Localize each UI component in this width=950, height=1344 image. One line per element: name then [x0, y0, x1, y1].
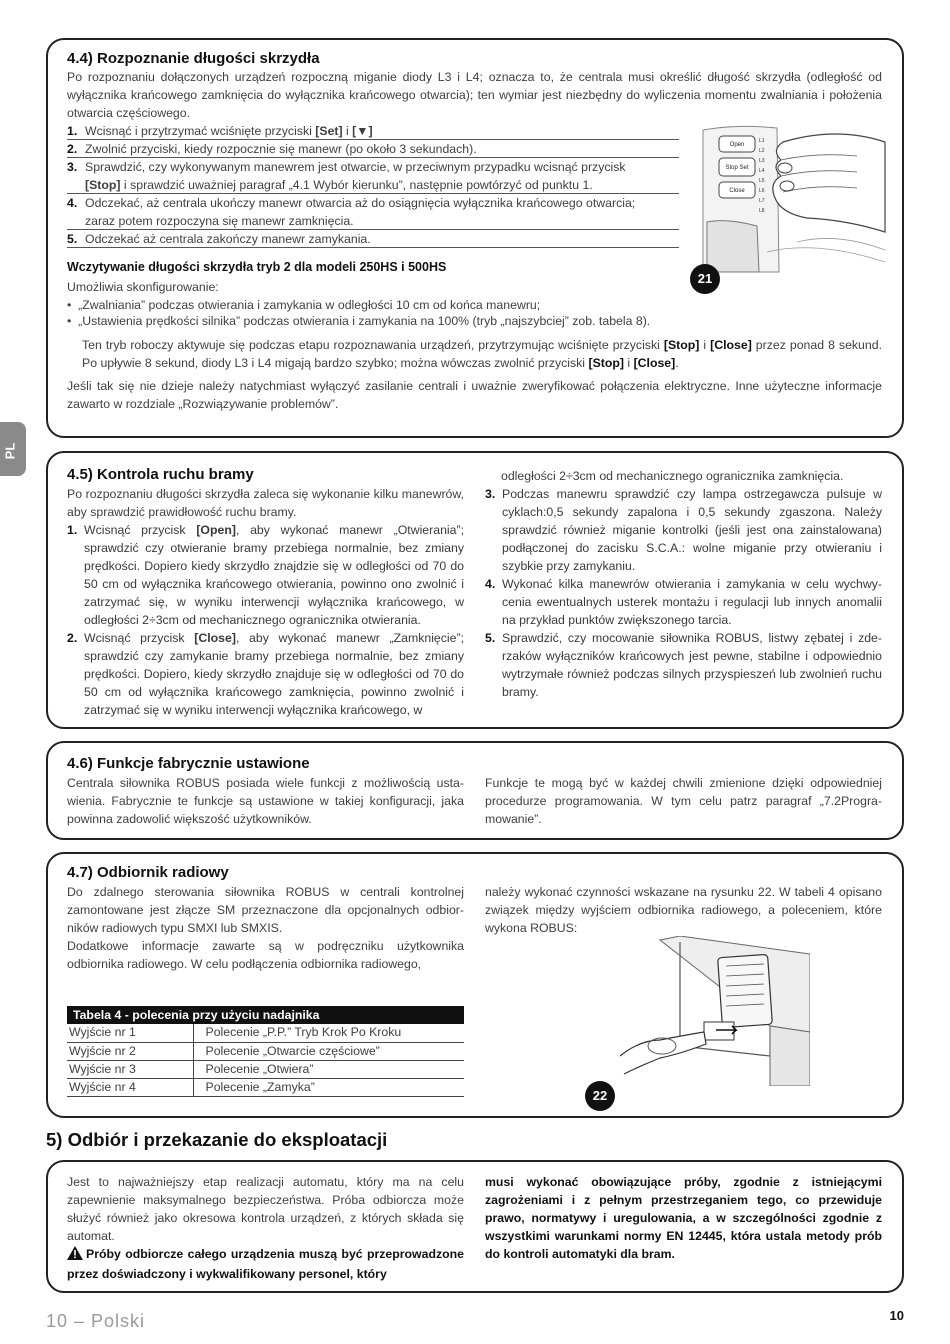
svg-text:L4: L4: [759, 168, 765, 174]
step-3: 3. Sprawdzić, czy wykonywanym manewrem jest otwarcie, w przeciwnym przypadku wcisnąć przycisk [Stop] i sprawdzić uważniej paragraf „4.1 Wybór kierunku”, następnie powtórzyć od punktu 1.: [67, 158, 679, 194]
bullet-2: • „Ustawienia prędkości silnika” podczas otwierania i zamykania na 100% (tryb „najszybciej” zob. tabela 8).: [67, 314, 651, 328]
section-4-4-title: 4.4) Rozpoznanie długości skrzydła: [67, 50, 320, 67]
page-number: 10: [889, 1308, 904, 1323]
section-4-5-right-list: [485, 485, 882, 701]
step-2: 2. Zwolnić przyciski, kiedy rozpocznie się manewr (po około 3 sekundach).: [67, 140, 679, 158]
list-item-1: 1. Wcisnąć przycisk [Open], aby wykonać manewr „Otwierania”; sprawdzić czy otwieranie bramy przebiega normalnie, bez zmiany prędkości. Dopiero kiedy skrzydło znajdzie się w odległości od 70 do 50 cm od wyłącznika krańcowego otwierania, powinno ono zwolnić i zatrzymać się, w wyniku interwencji wyłącznika krańcowego, w odległości 2÷3cm od mechanicznego ogranicznika otwierania.: [67, 523, 465, 627]
open-button-label: Open: [729, 142, 745, 148]
section-4-7-title: 4.7) Odbiornik radiowy: [67, 864, 229, 881]
section-5-title: 5) Odbiór i przekazanie do eksploatacji: [46, 1129, 388, 1150]
enables-label: Umożliwia skonfigurowanie:: [67, 280, 219, 294]
section-4-4-intro: Po rozpoznaniu dołączonych urządzeń rozpoczną miganie diody L3 i L4; oznacza to, że centrala musi określić długość skrzydła (odległość od wyłącznika krańcowego zamknięcia do wyłącznika krańcowego otwarcia); ten wymiar jest niezbędny do wyliczenia momentu zwalniania i położenia otwarcia częściowego.: [67, 70, 882, 120]
language-tab: PL: [0, 422, 26, 476]
section-5-right: musi wykonać obowiązujące próby, zgodnie z istniejącymi zagrożeniami i z pełnym przestrzeganiem tego, co przewiduje prawo, normatywy i uregulowania, a w szczególności zgodnie z wszystkimi warunkami normy EN 12445, która ustala metody prób do kontroli automatyki dla bram.: [485, 1175, 882, 1261]
step-4: 4. Odczekać, aż centrala ukończy manewr otwarcia aż do osiągnięcia wyłącznika krańcowego otwarcia; zaraz potem rozpoczyna się manewr zamknięcia.: [67, 194, 679, 230]
svg-text:L8: L8: [759, 208, 765, 214]
list-item-2: 2. Wcisnąć przycisk [Close], aby wykonać manewr „Zamknięcie”; sprawdzić czy zamykanie bramy przebiega normalnie, bez zmiany prędkości. Dopiero, kiedy skrzydło znajduje się w odległości od 70 do 50 cm od wyłącznika krańcowego zamknięcia, powinno zwolnić i zatrzymać się w wyniku interwencji wyłącznika krańcowego, w: [67, 631, 464, 717]
svg-text:L1: L1: [759, 138, 765, 144]
svg-text:L3: L3: [759, 158, 765, 164]
step-1: 1. Wcisnąć i przytrzymać wciśnięte przyciski [Set] i [▼]: [67, 122, 679, 140]
svg-text:L6: L6: [759, 188, 765, 194]
table-row: Wyjście nr 4 Polecenie „Zamyka”: [67, 1078, 464, 1096]
figure-22-radio-receiver-illustration: [620, 936, 810, 1086]
svg-text:L2: L2: [759, 148, 765, 154]
section-4-6-title: 4.6) Funkcje fabrycznie ustawione: [67, 755, 310, 772]
section-4-7-left-1: Do zdalnego sterowania siłownika ROBUS w centrali kontrolnej zamontowane jest złącze SM przeznaczone dla opcjonalnych odbiorników radiowych typu SMXI lub SMXIS.: [67, 885, 464, 935]
section-4-5-left-list: [67, 521, 464, 719]
step-5: 5. Odczekać aż centrala zakończy manewr zamykania.: [67, 230, 679, 248]
table-row: Wyjście nr 1 Polecenie „P.P.” Tryb Krok Po Kroku: [67, 1024, 464, 1042]
table-row: Wyjście nr 3 Polecenie „Otwiera”: [67, 1060, 464, 1078]
svg-text:L7: L7: [759, 198, 765, 204]
section-4-5-title: 4.5) Kontrola ruchu bramy: [67, 466, 254, 483]
section-5-left: Jest to najważniejszy etap realizacji automatu, który ma na celu zapewnienie maksymalnego bezpieczeństwa. Próba odbiorcza może służyć również jako okresowa kontrola urządzeń, z których składa się automat.: [67, 1175, 464, 1243]
table-row: Wyjście nr 2 Polecenie „Otwarcie częściowe”: [67, 1042, 464, 1060]
table-4-header: Tabela 4 - polecenia przy użyciu nadajnika: [67, 1006, 464, 1024]
section-4-5-continuation: odległości 2÷3cm od mechanicznego ogranicznika zamknięcia.: [501, 469, 844, 483]
section-5-warning: Próby odbiorcze całego urządzenia muszą być przeprowadzone przez doświadczony i wykwalifikowany personel, który: [67, 1247, 464, 1281]
warning-paragraph: Jeśli tak się nie dzieje należy natychmiast wyłączyć zasilanie centrali i uważnie zweryfikować połączenia elektryczne. Inne użyteczne informacje zawarto w rozdziale „Rozwiązywanie problemów”.: [67, 379, 882, 411]
warning-triangle-icon: [67, 1246, 83, 1265]
bullet-1: • „Zwalniania” podczas otwierania i zamykania w odległości 10 cm od końca manewru;: [67, 298, 541, 312]
section-4-5-intro: Po rozpoznaniu długości skrzydła zaleca się wykonanie kilku manewrów, aby sprawdzić prawidłowość ruchu bramy.: [67, 487, 464, 519]
footer-language-label: 10 – Polski: [46, 1311, 146, 1331]
section-4-7-left-2: Dodatkowe informacje zawarte są w podręczniku użytkownika odbiornika radiowego. W celu podłączenia odbiornika radiowego,: [67, 939, 464, 971]
close-button-label: Close: [729, 188, 745, 194]
list-item-3: 3. Podczas manewru sprawdzić czy lampa ostrzegawcza pulsuje w cyklach:0,5 sekundy zapalona i 0,5 sekundy zgaszona. Należy sprawdzić również miganie kontrolki (jeśli jest ona zainstalowana) podłączonej do zacisku S.C.A.: wolne miganie przy otwieraniu i szybkie przy zamykaniu.: [485, 487, 882, 573]
figure-22-badge: 22: [585, 1081, 615, 1111]
list-item-4: 4. Wykonać kilka manewrów otwierania i zamykania w celu wychwycenia ewentualnych usterek montażu i regulacji lub innych anomalii na przykład punktów zwiększonego tarcia.: [485, 577, 882, 627]
section-4-6-left: Centrala siłownika ROBUS posiada wiele funkcji z możliwością ustawienia. Fabrycznie te funkcje są ustawione w takiej konfiguracji, jaka powinna zadowolić większość użytkowników.: [67, 776, 464, 826]
mode-2-subheading: Wczytywanie długości skrzydła tryb 2 dla modeli 250HS i 500HS: [67, 260, 447, 274]
figure-21-control-panel-illustration: [697, 122, 887, 274]
section-4-6-right: Funkcje te mogą być w każdej chwili zmienione dzięki odpowiedniej procedurze programowania. W tym celu patrz paragraf „7.2Programowanie”.: [485, 776, 882, 826]
section-4-7-right: należy wykonać czynności wskazane na rysunku 22. W tabeli 4 opisano związek między wyjściem odbiornika radiowego, a poleceniem, które wykona ROBUS:: [485, 885, 882, 935]
stop-set-button-label: Stop Set: [725, 165, 749, 171]
mode-description: Ten tryb roboczy aktywuje się podczas etapu rozpoznawania urządzeń, przytrzymując wciśnięte przyciski [Stop] i [Close] przez ponad 8 sekund. Po upływie 8 sekund, diody L3 i L4 migają bardzo szybko; można wówczas zwolnić przyciski [Stop] i [Close].: [82, 338, 882, 370]
table-4-commands: [67, 1006, 464, 1097]
list-item-5: 5. Sprawdzić, czy mocowanie siłownika ROBUS, listwy zębatej i zderzaków wyłączników krańcowych jest pewne, stabilne i odpowiednio wytrzymałe również podczas silnych przyspieszeń lub zwolnień ruchu bramy.: [485, 631, 882, 699]
figure-21-badge: 21: [690, 264, 720, 294]
svg-text:L5: L5: [759, 178, 765, 184]
